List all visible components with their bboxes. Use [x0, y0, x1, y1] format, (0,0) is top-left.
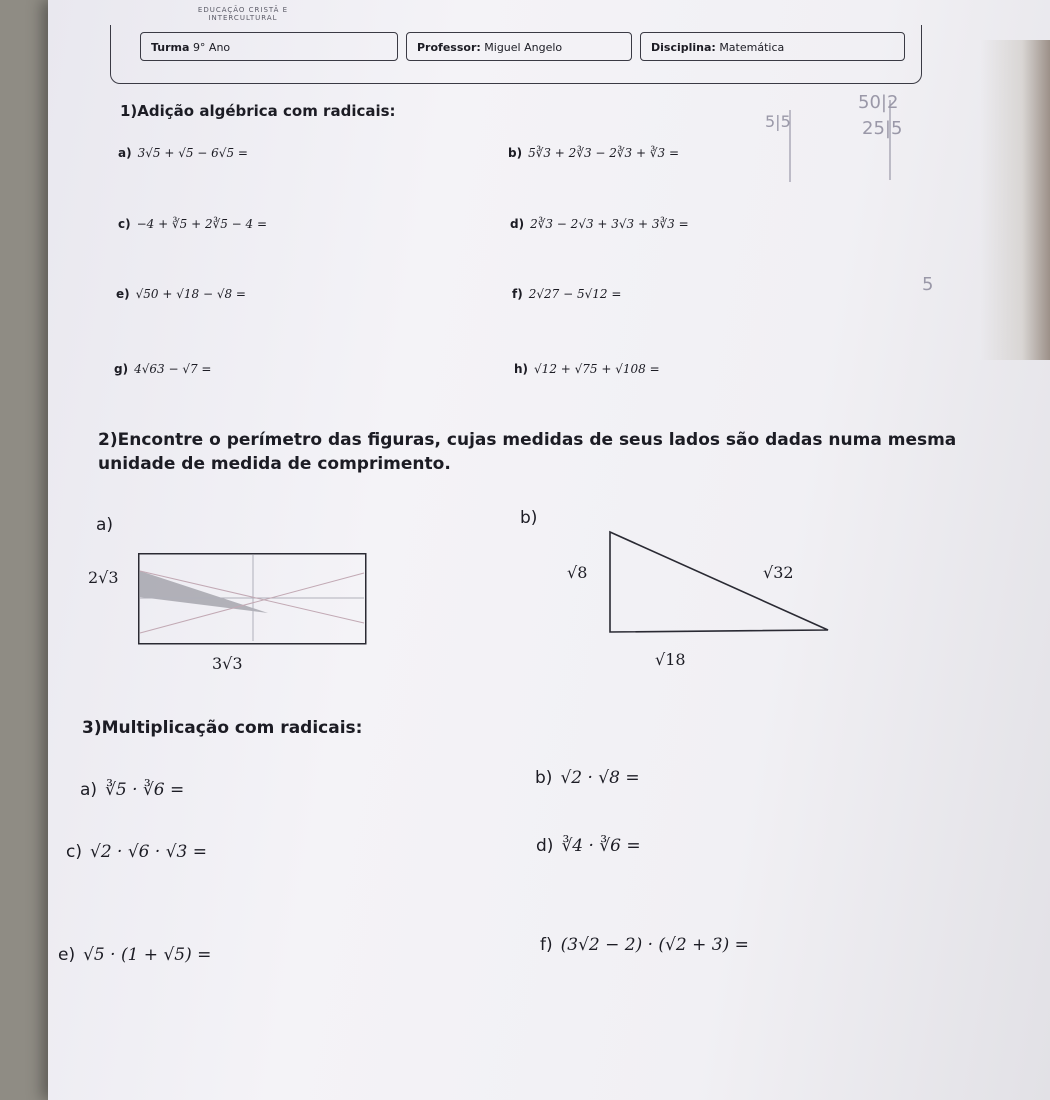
s3-item-f-expr: (3√2 − 2) · (√2 + 3) =: [560, 935, 749, 955]
s3-item-b-label: b): [535, 768, 553, 788]
margin-note-4: 5: [922, 274, 934, 295]
s1-item-c: [118, 217, 267, 231]
s1-item-b: [508, 146, 679, 160]
section2-title-line1: 2)Encontre o perímetro das figuras, cujas medidas de seus lados são dadas numa mesma: [98, 430, 957, 450]
fig-a-label: a): [96, 515, 114, 535]
s1-item-a-expr: 3√5 + √5 − 6√5 =: [137, 146, 248, 160]
section3-title: 3)Multiplicação com radicais:: [82, 718, 363, 738]
school-name: EDUCAÇÃO CRISTÃ E INTERCULTURAL: [197, 6, 289, 22]
section2-title-line2: unidade de medida de comprimento.: [98, 454, 451, 474]
s3-item-e: [58, 945, 211, 965]
s3-item-a-expr: ∛5 · ∛6 =: [105, 780, 185, 800]
professor-label: Professor:: [417, 41, 481, 54]
margin-note-3: 25|5: [862, 118, 903, 139]
s1-item-e-label: e): [116, 287, 130, 301]
professor-value: Miguel Angelo: [484, 41, 563, 54]
s3-item-b-expr: √2 · √8 =: [560, 768, 640, 788]
s3-item-b: [535, 768, 640, 788]
s1-item-f-expr: 2√27 − 5√12 =: [528, 287, 622, 301]
s3-item-f-label: f): [540, 935, 553, 955]
s3-item-a: [80, 780, 184, 800]
s1-item-c-expr: −4 + ∛5 + 2∛5 − 4 =: [136, 217, 268, 231]
s1-item-c-label: c): [118, 217, 131, 231]
rect-width-label: 3√3: [212, 654, 243, 673]
s1-item-a: [118, 146, 248, 160]
disciplina-value: Matemática: [719, 41, 785, 54]
disciplina-field: [640, 32, 905, 61]
background-edge: [980, 40, 1050, 360]
triangle-hyp-label: √32: [763, 563, 794, 582]
s1-item-g-label: g): [114, 362, 129, 376]
professor-field: [406, 32, 632, 61]
section1-title: 1)Adição algébrica com radicais:: [120, 102, 396, 120]
s1-item-b-expr: 5∛3 + 2∛3 − 2∛3 + ∛3 =: [528, 146, 680, 160]
s1-item-a-label: a): [118, 146, 132, 160]
s3-item-e-label: e): [58, 945, 76, 965]
s1-item-d: [510, 217, 689, 231]
s3-item-d-label: d): [536, 836, 554, 856]
s1-item-h: [514, 362, 660, 376]
s3-item-c-expr: √2 · √6 · √3 =: [89, 842, 208, 862]
s1-item-f-label: f): [512, 287, 523, 301]
s1-item-e: [116, 287, 246, 301]
s3-item-c-label: c): [66, 842, 82, 862]
s1-item-f: [512, 287, 621, 301]
triangle-base-label: √18: [655, 650, 686, 669]
s3-item-a-label: a): [80, 780, 98, 800]
rect-height-label: 2√3: [88, 568, 119, 587]
s1-item-e-expr: √50 + √18 − √8 =: [135, 287, 246, 301]
margin-note-2: 50|2: [858, 92, 899, 113]
s3-item-f: [540, 935, 749, 955]
s1-item-g: [114, 362, 211, 376]
s1-item-h-expr: √12 + √75 + √108 =: [534, 362, 660, 376]
s1-item-h-label: h): [514, 362, 529, 376]
s3-item-c: [66, 842, 207, 862]
triangle-left-label: √8: [567, 563, 588, 582]
section2-title: [98, 428, 998, 476]
s1-item-g-expr: 4√63 − √7 =: [134, 362, 212, 376]
turma-label: Turma: [151, 41, 190, 54]
turma-value: 9° Ano: [192, 41, 231, 54]
turma-field: [140, 32, 398, 61]
s3-item-d: [536, 836, 641, 856]
fig-b-label: b): [520, 508, 538, 528]
s1-item-d-expr: 2∛3 − 2√3 + 3√3 + 3∛3 =: [530, 217, 689, 231]
triangle-figure: [608, 530, 833, 635]
rectangle-figure: [138, 553, 368, 648]
disciplina-label: Disciplina:: [651, 41, 716, 54]
margin-note-lines: [790, 100, 903, 190]
s1-item-d-label: d): [510, 217, 525, 231]
s1-item-b-label: b): [508, 146, 523, 160]
s3-item-e-expr: √5 · (1 + √5) =: [83, 945, 212, 965]
s3-item-d-expr: ∛4 · ∛6 =: [561, 836, 641, 856]
margin-note-1: 5|5: [765, 112, 791, 131]
